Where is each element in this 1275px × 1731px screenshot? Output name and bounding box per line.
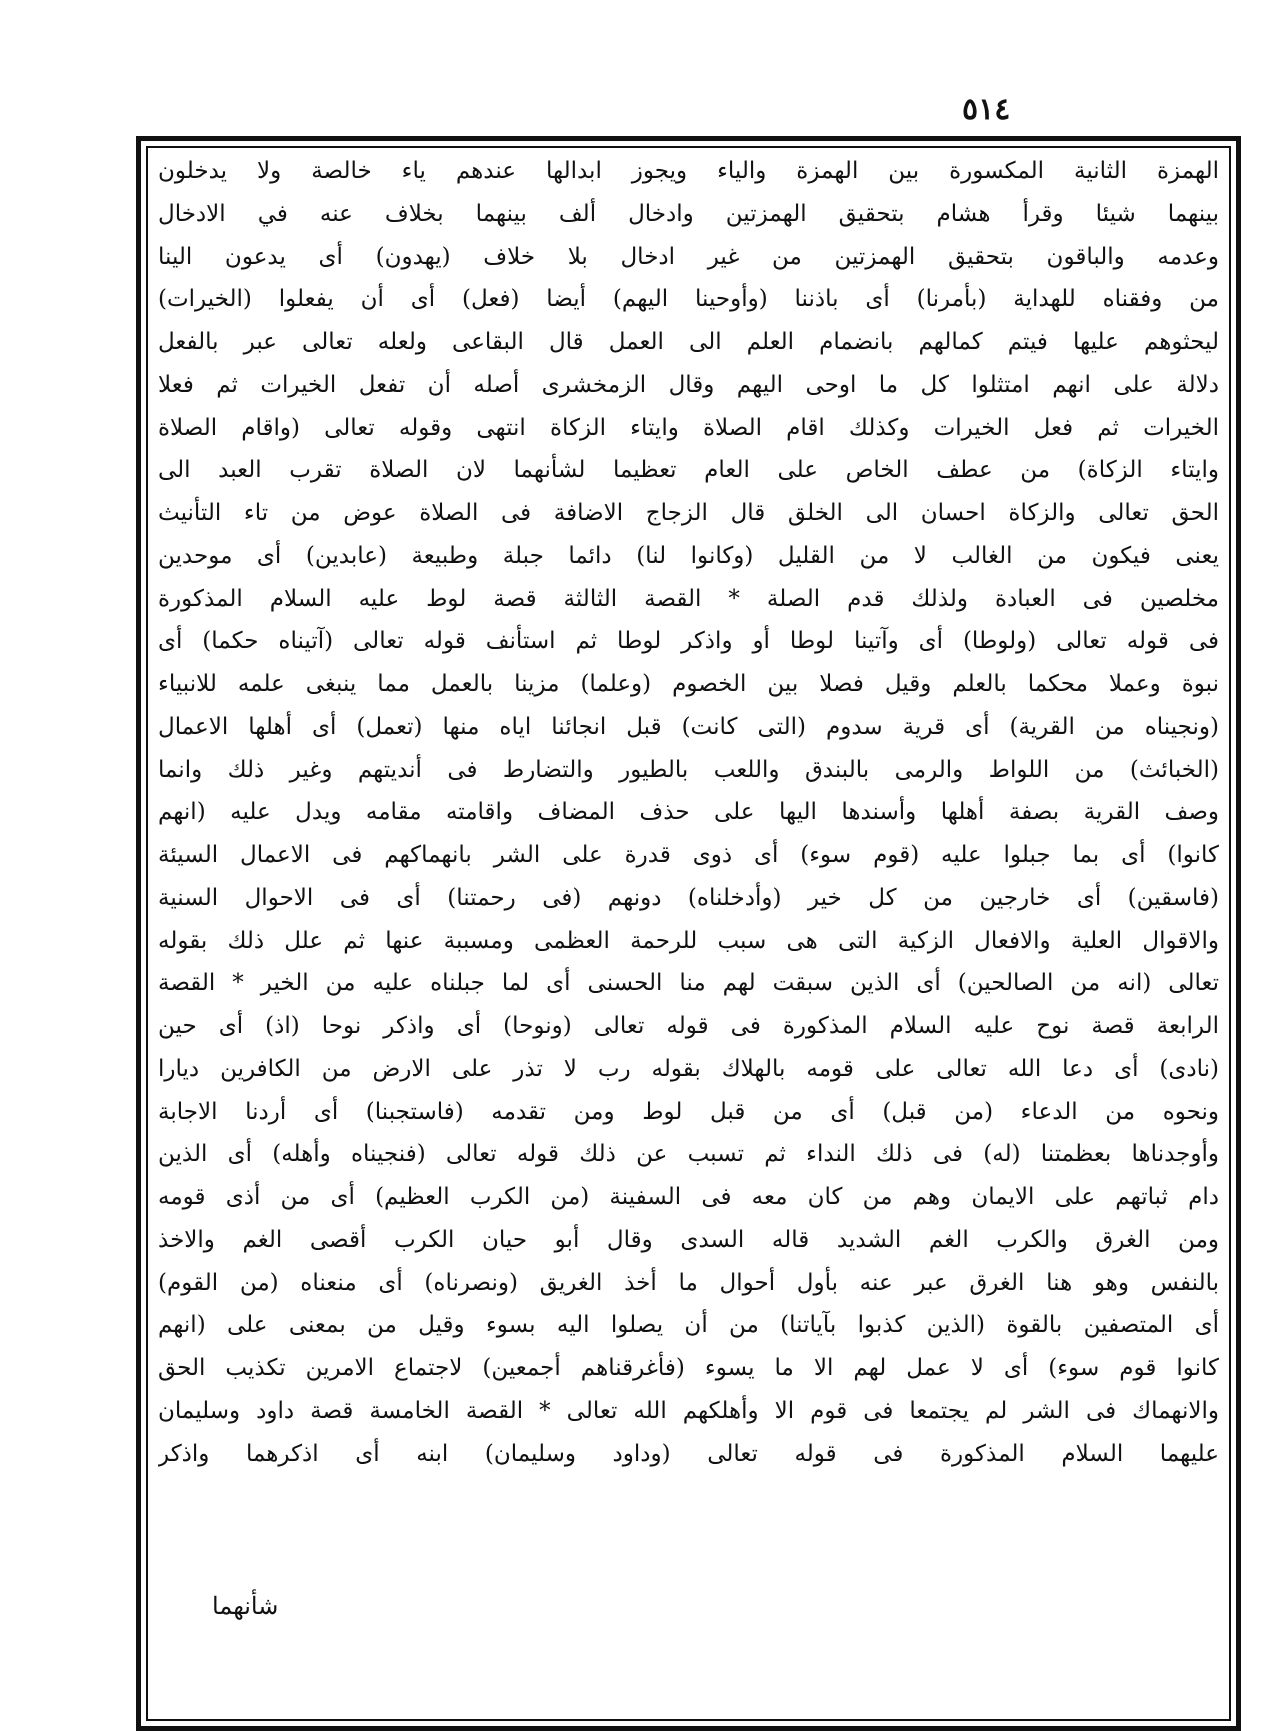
text-line: أى المتصفين بالقوة (الذين كذبوا بآياتنا) من أن يصلوا اليه بسوء وقيل من بمعنى على (انهم [158, 1312, 1219, 1339]
text-line: كانوا) أى بما جبلوا عليه (قوم سوء) أى ذوى قدرة على الشر بانهماكهم فى الاعمال السيئة [158, 842, 1219, 868]
text-line: الهمزة الثانية المكسورة بين الهمزة والياء ويجوز ابدالها عندهم ياء خالصة ولا يدخلون [158, 158, 1219, 184]
text-line: بينهما شيئا وقرأ هشام بتحقيق الهمزتين وادخال ألف بينهما بخلاف عنه في الادخال [158, 200, 1219, 227]
text-line: من وفقناه للهداية (بأمرنا) أى باذننا (وأوحينا اليهم) أيضا (فعل) أى أن يفعلوا (الخيرات) [158, 286, 1219, 313]
text-line: والانهماك فى الشر لم يجتمعا فى قوم الا وأهلكهم الله تعالى * القصة الخامسة قصة داود وسليمان [158, 1397, 1219, 1424]
text-line: وصف القرية بصفة أهلها وأسندها اليها على حذف المضاف واقامته مقامه ويدل عليه (انهم [158, 799, 1219, 826]
text-line: دام ثباتهم على الايمان وهم من كان معه فى السفينة (من الكرب العظيم) أى من أذى قومه [158, 1184, 1219, 1210]
text-line: الخيرات ثم فعل الخيرات وكذلك اقام الصلاة وايتاء الزكاة انتهى وقوله تعالى (واقام الصلاة [158, 414, 1219, 441]
text-line: والاقوال العلية والافعال الزكية التى هى سبب للرحمة العظمى ومسببة عنها ثم علل ذلك بقوله [158, 927, 1219, 954]
text-line: ومن الغرق والكرب الغم الشديد قاله السدى وقال أبو حيان الكرب أقصى الغم والاخذ [158, 1226, 1219, 1253]
text-line: مخلصين فى العبادة ولذلك قدم الصلة * القصة الثالثة قصة لوط عليه السلام المذكورة [158, 585, 1219, 612]
text-line: يعنى فيكون من الغالب لا من القليل (وكانوا لنا) دائما جبلة وطبيعة (عابدين) أى موحدين [158, 542, 1219, 569]
text-line: (فاسقين) أى خارجين من كل خير (وأدخلناه) دونهم (فى رحمتنا) أى فى الاحوال السنية [158, 884, 1219, 911]
text-line: بالنفس وهو هنا الغرق عبر عنه بأول أحوال ما أخذ الغريق (ونصرناه) أى منعناه (من القوم) [158, 1269, 1219, 1296]
text-line: ونحوه من الدعاء (من قبل) أى من قبل لوط ومن تقدمه (فاستجبنا) أى أردنا الاجابة [158, 1098, 1219, 1125]
text-line: ليحثوهم عليها فيتم كمالهم بانضمام العلم الى العمل قال البقاعى ولعله تعالى عبر بالفعل [158, 329, 1219, 355]
text-line: الحق تعالى والزكاة احسان الى الخلق قال الزجاج الاضافة فى الصلاة عوض من تاء التأنيث [158, 500, 1219, 526]
text-line: نبوة وعملا محكما بالعلم وقيل فصلا بين الخصوم (وعلما) مزينا بالعمل مما ينبغى علمه للانبياء [158, 671, 1219, 697]
text-line: (نادى) أى دعا الله تعالى على قومه بالهلاك بقوله رب لا تذر على الارض من الكافرين ديارا [158, 1055, 1219, 1082]
text-line: (ونجيناه من القرية) أى قرية سدوم (التى كانت) قبل انجائنا اياه منها (تعمل) أى أهلها الاعمال [158, 713, 1219, 740]
text-line: وعدمه والباقون بتحقيق الهمزتين من غير ادخال بلا خلاف (يهدون) أى يدعون الينا [158, 243, 1219, 270]
text-line: الرابعة قصة نوح عليه السلام المذكورة فى قوله تعالى (ونوحا) أى واذكر نوحا (اذ) أى حين [158, 1013, 1219, 1039]
text-line: (الخبائث) من اللواط والرمى بالبندق واللعب بالطيور والتضارط فى أنديتهم وغير ذلك وانما [158, 756, 1219, 783]
page-number: ٥١٤ [962, 92, 1011, 127]
text-line: تعالى (انه من الصالحين) أى الذين سبقت لهم منا الحسنى أى لما جبلناه عليه من الخير * القصة [158, 970, 1219, 997]
text-line: وأوجدناها بعظمتنا (له) فى ذلك النداء ثم تسبب عن ذلك قوله تعالى (فنجيناه وأهله) أى الذين [158, 1141, 1219, 1168]
text-line: دلالة على انهم امتثلوا كل ما اوحى اليهم وقال الزمخشرى أصله أن تفعل الخيرات ثم فعلا [158, 371, 1219, 398]
catchword: شأنهما [212, 1592, 279, 1620]
text-block [158, 150, 1219, 1720]
text-line: عليهما السلام المذكورة فى قوله تعالى (وداود وسليمان) ابنه أى اذكرهما واذكر [158, 1440, 1219, 1467]
text-line: كانوا قوم سوء) أى لا عمل لهم الا ما يسوء (فأغرقناهم أجمعين) لاجتماع الامرين تكذيب الحق [158, 1355, 1219, 1381]
text-line: فى قوله تعالى (ولوطا) أى وآتينا لوطا أو واذكر لوطا ثم استأنف قوله تعالى (آتيناه حكما) أى [158, 628, 1219, 655]
text-line: وايتاء الزكاة) من عطف الخاص على العام تعظيما لشأنهما لان الصلاة تقرب العبد الى [158, 457, 1219, 484]
